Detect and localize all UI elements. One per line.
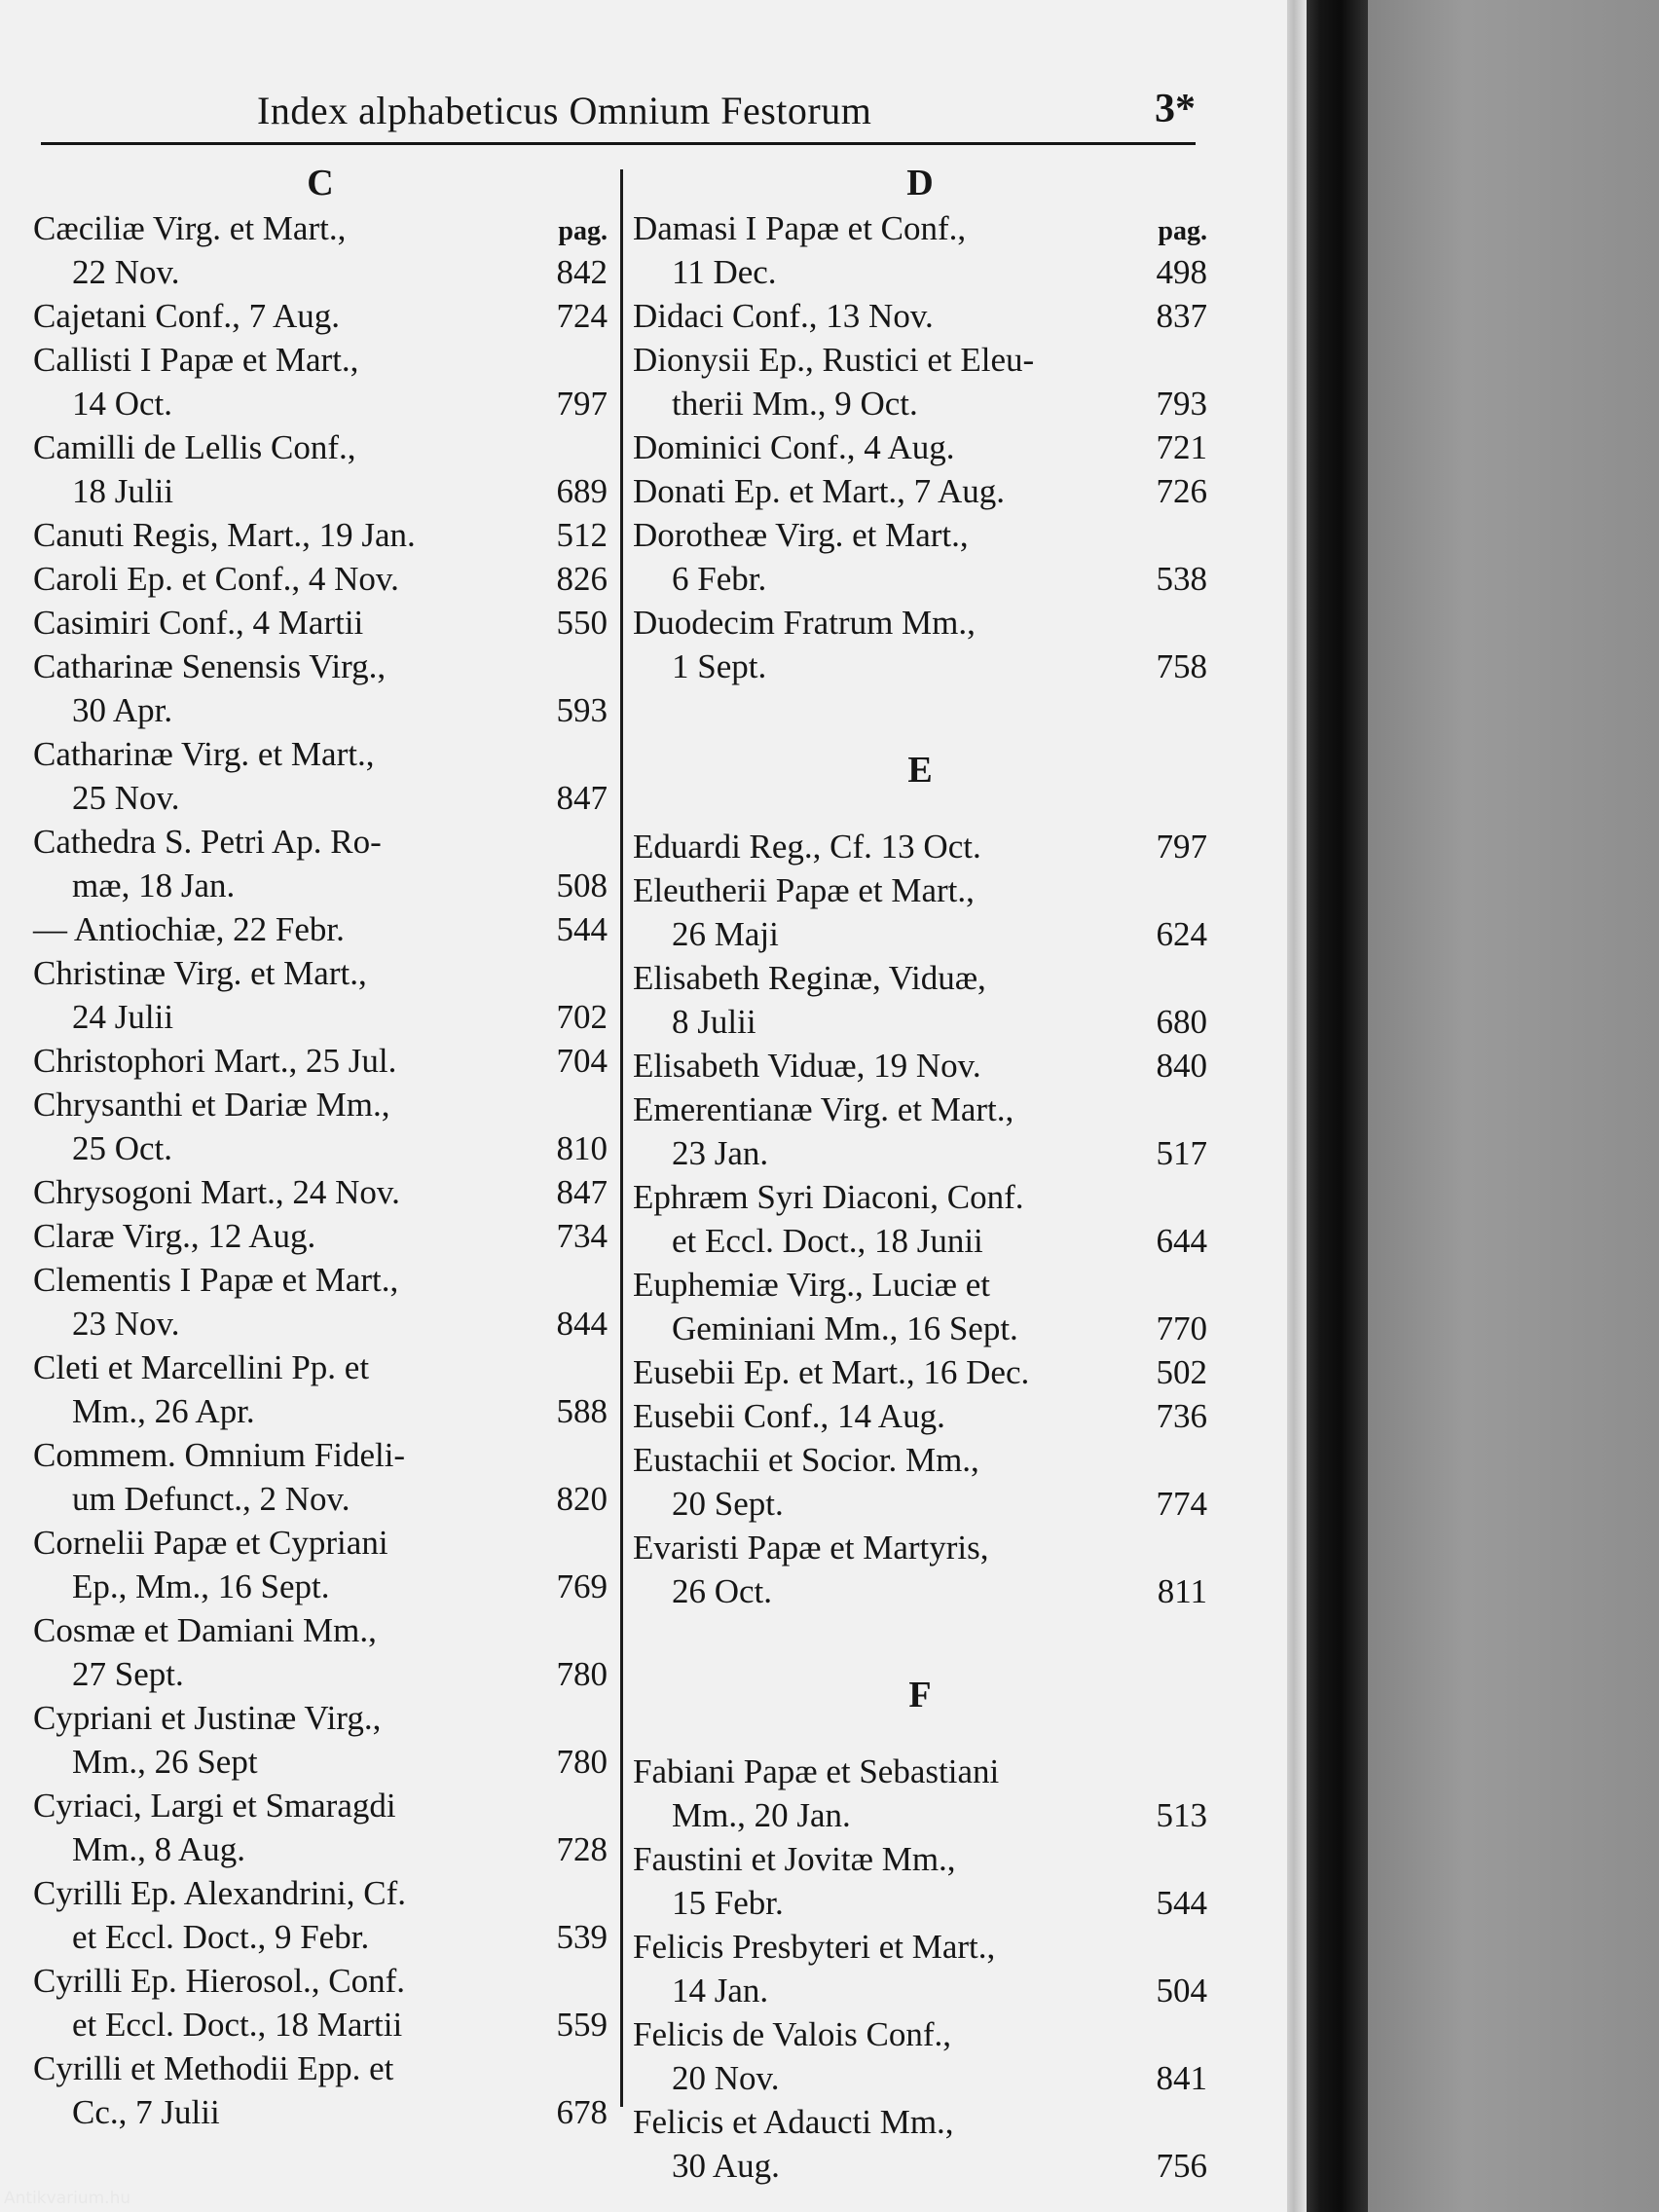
entry-text: Cyriaci, Largi et Smaragdi bbox=[33, 1787, 396, 1825]
entry-line bbox=[633, 1307, 1207, 1350]
entry-line bbox=[33, 250, 608, 294]
entry-line bbox=[33, 907, 608, 951]
entry-line bbox=[633, 1969, 1207, 2012]
entry-text: Ephræm Syri Diaconi, Conf. bbox=[633, 1178, 1024, 1216]
entry-line bbox=[633, 1750, 1207, 1793]
entry-text: Canuti Regis, Mart., 19 Jan. bbox=[33, 516, 416, 554]
entry-page-number: 837 bbox=[1156, 297, 1207, 335]
entry-text: Christinæ Virg. et Mart., bbox=[33, 954, 367, 992]
entry-text: Dominici Conf., 4 Aug. bbox=[633, 428, 955, 466]
index-entry bbox=[33, 645, 608, 732]
entry-line bbox=[633, 2100, 1207, 2144]
entry-line bbox=[633, 2012, 1207, 2056]
entry-text: Faustini et Jovitæ Mm., bbox=[633, 1840, 956, 1878]
entry-page-number: 689 bbox=[556, 472, 608, 510]
entry-page-number: 736 bbox=[1156, 1397, 1207, 1435]
entry-line bbox=[633, 2144, 1207, 2188]
entry-text: 15 Febr. bbox=[672, 1884, 784, 1922]
entry-page-number: 538 bbox=[1156, 560, 1207, 598]
table-surface bbox=[1334, 0, 1659, 2212]
entry-line bbox=[633, 469, 1207, 513]
entry-text: 22 Nov. bbox=[72, 253, 180, 291]
entry-line bbox=[633, 1131, 1207, 1175]
entry-line bbox=[33, 732, 608, 776]
entry-line bbox=[633, 868, 1207, 912]
entry-line bbox=[33, 1477, 608, 1521]
entry-page-number: 756 bbox=[1156, 2147, 1207, 2185]
entry-page-number: 539 bbox=[556, 1918, 608, 1956]
index-entry bbox=[633, 1925, 1207, 2012]
entry-line bbox=[633, 206, 1207, 250]
page-title: Index alphabeticus Omnium Festorum bbox=[257, 89, 872, 132]
entry-line bbox=[633, 425, 1207, 469]
entry-line bbox=[633, 1088, 1207, 1131]
entry-line bbox=[33, 645, 608, 688]
entry-line bbox=[33, 1565, 608, 1608]
index-entry bbox=[33, 338, 608, 425]
entry-text: Callisti I Papæ et Mart., bbox=[33, 341, 359, 379]
entry-page-number: 847 bbox=[556, 1173, 608, 1211]
entry-line bbox=[33, 1871, 608, 1915]
section-spacer bbox=[633, 1613, 1207, 1672]
entry-line bbox=[633, 1175, 1207, 1219]
entry-text: Eleutherii Papæ et Mart., bbox=[633, 871, 975, 909]
index-entry bbox=[33, 1433, 608, 1521]
entry-page-number: 769 bbox=[556, 1567, 608, 1605]
entry-text: Caroli Ep. et Conf., 4 Nov. bbox=[33, 560, 399, 598]
index-entry bbox=[33, 2046, 608, 2134]
entry-page-number: 842 bbox=[556, 253, 608, 291]
right-column bbox=[633, 160, 1207, 2188]
entry-page-number: 811 bbox=[1157, 1572, 1207, 1610]
entry-text: Dionysii Ep., Rustici et Eleu- bbox=[633, 341, 1035, 379]
entry-text: Emerentianæ Virg. et Mart., bbox=[633, 1090, 1014, 1128]
section-letter: E bbox=[907, 750, 933, 791]
entry-line bbox=[33, 1784, 608, 1827]
entry-text: 25 Oct. bbox=[72, 1129, 173, 1167]
entry-page-number: 820 bbox=[556, 1480, 608, 1518]
entry-text: 23 Nov. bbox=[72, 1305, 180, 1343]
entry-page-number: 844 bbox=[556, 1305, 608, 1343]
entry-page-number: 724 bbox=[556, 297, 608, 335]
entry-text: 1 Sept. bbox=[672, 647, 767, 685]
entry-page-number: 644 bbox=[1156, 1222, 1207, 1260]
entry-text: 24 Julii bbox=[72, 998, 174, 1036]
entry-text: Felicis de Valois Conf., bbox=[633, 2015, 951, 2053]
index-entry bbox=[33, 206, 608, 294]
entry-page-number: 508 bbox=[556, 866, 608, 904]
entry-page-number: 513 bbox=[1156, 1796, 1207, 1834]
left-column bbox=[33, 160, 608, 2134]
entry-line bbox=[33, 688, 608, 732]
entry-line bbox=[33, 206, 608, 250]
entry-page-number: 680 bbox=[1156, 1003, 1207, 1041]
entry-line bbox=[33, 995, 608, 1039]
entry-text: 26 Maji bbox=[672, 915, 779, 953]
entry-page-number: 498 bbox=[1156, 253, 1207, 291]
index-entry bbox=[33, 1696, 608, 1784]
entry-text: 14 Jan. bbox=[672, 1972, 769, 2009]
entry-text: Donati Ep. et Mart., 7 Aug. bbox=[633, 472, 1006, 510]
entry-page-number: 810 bbox=[556, 1129, 608, 1167]
watermark: Antikvarium.hu bbox=[4, 2189, 131, 2208]
entry-text: 14 Oct. bbox=[72, 385, 173, 423]
entry-line bbox=[33, 1083, 608, 1126]
entry-page-number: 847 bbox=[556, 779, 608, 817]
entry-page-number: 702 bbox=[556, 998, 608, 1036]
entry-line bbox=[33, 1258, 608, 1302]
index-entry bbox=[33, 1521, 608, 1608]
entry-page-number: 841 bbox=[1156, 2059, 1207, 2097]
index-entry bbox=[633, 1044, 1207, 1088]
index-entry bbox=[633, 294, 1207, 338]
entry-page-number: 544 bbox=[1156, 1884, 1207, 1922]
entry-page-number: 678 bbox=[556, 2093, 608, 2131]
entry-text: Evaristi Papæ et Martyris, bbox=[633, 1529, 989, 1567]
entry-line bbox=[33, 1740, 608, 1784]
entry-text: 25 Nov. bbox=[72, 779, 180, 817]
entry-line bbox=[33, 425, 608, 469]
entry-line bbox=[633, 645, 1207, 688]
entry-text: Mm., 26 Apr. bbox=[72, 1392, 255, 1430]
entry-text: Clementis I Papæ et Mart., bbox=[33, 1261, 399, 1299]
index-entry bbox=[633, 1088, 1207, 1175]
index-entry bbox=[33, 1608, 608, 1696]
entry-line bbox=[633, 1263, 1207, 1307]
entry-page-number: 770 bbox=[1156, 1309, 1207, 1347]
entry-text: Eusebii Conf., 14 Aug. bbox=[633, 1397, 945, 1435]
entry-text: Camilli de Lellis Conf., bbox=[33, 428, 356, 466]
entry-line bbox=[33, 294, 608, 338]
entry-line bbox=[33, 382, 608, 425]
entry-line bbox=[33, 2090, 608, 2134]
entry-text: Cæciliæ Virg. et Mart., bbox=[33, 209, 347, 247]
index-entry bbox=[633, 425, 1207, 469]
entry-line bbox=[633, 1837, 1207, 1881]
entry-page-number: 624 bbox=[1156, 915, 1207, 953]
entry-line bbox=[633, 294, 1207, 338]
entry-line bbox=[633, 2056, 1207, 2100]
index-entry bbox=[633, 1175, 1207, 1263]
entry-text: um Defunct., 2 Nov. bbox=[72, 1480, 350, 1518]
index-entry bbox=[633, 1394, 1207, 1438]
entry-text: Cc., 7 Julii bbox=[72, 2093, 220, 2131]
index-entry bbox=[633, 469, 1207, 513]
entry-line bbox=[633, 1793, 1207, 1837]
entry-line bbox=[33, 776, 608, 820]
entry-page-number: 721 bbox=[1156, 428, 1207, 466]
index-entry bbox=[633, 956, 1207, 1044]
entry-text: 11 Dec. bbox=[672, 253, 777, 291]
index-entry bbox=[33, 907, 608, 951]
index-entry bbox=[33, 557, 608, 601]
entry-text: Elisabeth Viduæ, 19 Nov. bbox=[633, 1047, 981, 1085]
entry-line bbox=[33, 820, 608, 864]
entry-line bbox=[633, 1526, 1207, 1569]
page-column-label: pag. bbox=[1158, 216, 1207, 246]
entry-text: et Eccl. Doct., 9 Febr. bbox=[72, 1918, 370, 1956]
entry-text: 30 Aug. bbox=[672, 2147, 780, 2185]
index-entry bbox=[33, 294, 608, 338]
entry-text: Felicis Presbyteri et Mart., bbox=[633, 1928, 996, 1966]
entry-text: Eduardi Reg., Cf. 13 Oct. bbox=[633, 828, 981, 866]
entry-page-number: 774 bbox=[1156, 1485, 1207, 1523]
entry-text: 20 Sept. bbox=[672, 1485, 784, 1523]
entry-line bbox=[33, 2003, 608, 2046]
entry-line bbox=[33, 1608, 608, 1652]
entry-text: Geminiani Mm., 16 Sept. bbox=[672, 1309, 1018, 1347]
index-entry bbox=[633, 868, 1207, 956]
index-entry bbox=[633, 1526, 1207, 1613]
entry-line bbox=[33, 469, 608, 513]
index-entry bbox=[33, 732, 608, 820]
index-entry bbox=[633, 825, 1207, 868]
entry-line bbox=[633, 956, 1207, 1000]
entry-text: mæ, 18 Jan. bbox=[72, 866, 236, 904]
running-header bbox=[41, 80, 1196, 145]
entry-text: Eusebii Ep. et Mart., 16 Dec. bbox=[633, 1353, 1030, 1391]
entry-line bbox=[33, 1696, 608, 1740]
index-entry bbox=[33, 601, 608, 645]
entry-text: Damasi I Papæ et Conf., bbox=[633, 209, 967, 247]
entry-line bbox=[33, 951, 608, 995]
book-spine bbox=[1300, 0, 1368, 2212]
index-entry bbox=[633, 513, 1207, 601]
entry-page-number: 588 bbox=[556, 1392, 608, 1430]
entry-text: Eustachii et Socior. Mm., bbox=[633, 1441, 979, 1479]
entry-page-number: 797 bbox=[1156, 828, 1207, 866]
entry-line bbox=[633, 912, 1207, 956]
entry-text: 6 Febr. bbox=[672, 560, 767, 598]
index-entry bbox=[33, 1170, 608, 1214]
entry-text: Fabiani Papæ et Sebastiani bbox=[633, 1752, 1000, 1790]
entry-line bbox=[633, 1438, 1207, 1482]
entry-text: Claræ Virg., 12 Aug. bbox=[33, 1217, 316, 1255]
entry-text: Cornelii Papæ et Cypriani bbox=[33, 1524, 388, 1562]
entry-line bbox=[633, 1569, 1207, 1613]
entry-line bbox=[33, 513, 608, 557]
entry-text: 27 Sept. bbox=[72, 1655, 184, 1693]
page-number: 3* bbox=[1155, 87, 1196, 131]
entry-text: Euphemiæ Virg., Luciæ et bbox=[633, 1266, 990, 1304]
index-entry bbox=[33, 820, 608, 907]
entry-page-number: 797 bbox=[556, 385, 608, 423]
column-divider bbox=[620, 169, 623, 2107]
entry-text: Felicis et Adaucti Mm., bbox=[633, 2103, 954, 2141]
entry-line bbox=[33, 1959, 608, 2003]
entry-text: Christophori Mart., 25 Jul. bbox=[33, 1042, 397, 1080]
entry-line bbox=[633, 1482, 1207, 1526]
index-entry bbox=[33, 1871, 608, 1959]
entry-line bbox=[33, 601, 608, 645]
index-entry bbox=[33, 1258, 608, 1346]
entry-line bbox=[633, 1350, 1207, 1394]
index-entry bbox=[33, 1083, 608, 1170]
entry-page-number: 780 bbox=[556, 1743, 608, 1781]
entry-page-number: 593 bbox=[556, 691, 608, 729]
section-spacer bbox=[633, 1718, 1207, 1750]
entry-page-number: 734 bbox=[556, 1217, 608, 1255]
index-entry bbox=[633, 1350, 1207, 1394]
entry-line bbox=[633, 1881, 1207, 1925]
entry-line bbox=[33, 2046, 608, 2090]
entry-text: Chrysanthi et Dariæ Mm., bbox=[33, 1086, 390, 1124]
entry-text: Cyrilli Ep. Hierosol., Conf. bbox=[33, 1962, 406, 2000]
entry-page-number: 512 bbox=[556, 516, 608, 554]
entry-page-number: 758 bbox=[1156, 647, 1207, 685]
entry-line bbox=[633, 1219, 1207, 1263]
section-letter: D bbox=[906, 163, 934, 203]
entry-page-number: 780 bbox=[556, 1655, 608, 1693]
entry-text: Catharinæ Virg. et Mart., bbox=[33, 735, 375, 773]
entry-text: Cyrilli Ep. Alexandrini, Cf. bbox=[33, 1874, 407, 1912]
entry-page-number: 544 bbox=[556, 910, 608, 948]
index-entry bbox=[33, 1959, 608, 2046]
entry-text: 26 Oct. bbox=[672, 1572, 773, 1610]
entry-text: Ep., Mm., 16 Sept. bbox=[72, 1567, 330, 1605]
entry-line bbox=[33, 1521, 608, 1565]
entry-text: Casimiri Conf., 4 Martii bbox=[33, 604, 364, 642]
entry-text: et Eccl. Doct., 18 Martii bbox=[72, 2006, 403, 2044]
entry-page-number: 728 bbox=[556, 1830, 608, 1868]
entry-text: 18 Julii bbox=[72, 472, 174, 510]
entry-line bbox=[633, 825, 1207, 868]
index-entry bbox=[33, 513, 608, 557]
entry-line bbox=[33, 864, 608, 907]
section-spacer bbox=[633, 688, 1207, 747]
entry-line bbox=[633, 1925, 1207, 1969]
entry-text: 30 Apr. bbox=[72, 691, 173, 729]
entry-page-number: 517 bbox=[1156, 1134, 1207, 1172]
entry-page-number: 504 bbox=[1156, 1972, 1207, 2009]
entry-text: Mm., 8 Aug. bbox=[72, 1830, 245, 1868]
index-entry bbox=[633, 1263, 1207, 1350]
entry-line bbox=[633, 382, 1207, 425]
entry-line bbox=[633, 1044, 1207, 1088]
entry-text: Cleti et Marcellini Pp. et bbox=[33, 1348, 370, 1386]
entry-text: Didaci Conf., 13 Nov. bbox=[633, 297, 934, 335]
entry-page-number: 793 bbox=[1156, 385, 1207, 423]
entry-line bbox=[33, 1827, 608, 1871]
entry-line bbox=[633, 1000, 1207, 1044]
entry-text: Mm., 26 Sept bbox=[72, 1743, 258, 1781]
entry-text: 8 Julii bbox=[672, 1003, 756, 1041]
entry-line bbox=[633, 557, 1207, 601]
entry-page-number: 559 bbox=[556, 2006, 608, 2044]
entry-text: therii Mm., 9 Oct. bbox=[672, 385, 918, 423]
entry-text: Cosmæ et Damiani Mm., bbox=[33, 1611, 377, 1649]
entry-line bbox=[33, 1346, 608, 1389]
entry-text: Duodecim Fratrum Mm., bbox=[633, 604, 976, 642]
entry-text: Mm., 20 Jan. bbox=[672, 1796, 851, 1834]
entry-line bbox=[33, 1652, 608, 1696]
entry-text: Catharinæ Senensis Virg., bbox=[33, 647, 387, 685]
entry-line bbox=[33, 1433, 608, 1477]
entry-line bbox=[33, 338, 608, 382]
entry-text: Chrysogoni Mart., 24 Nov. bbox=[33, 1173, 400, 1211]
entry-line bbox=[633, 601, 1207, 645]
entry-line bbox=[633, 513, 1207, 557]
index-entry bbox=[633, 1438, 1207, 1526]
entry-line bbox=[633, 1394, 1207, 1438]
entry-page-number: 826 bbox=[556, 560, 608, 598]
entry-line bbox=[33, 1915, 608, 1959]
entry-line bbox=[33, 1389, 608, 1433]
index-entry bbox=[633, 206, 1207, 294]
index-entry bbox=[33, 1214, 608, 1258]
entry-text: Cajetani Conf., 7 Aug. bbox=[33, 297, 340, 335]
page-column-label: pag. bbox=[558, 216, 608, 246]
entry-line bbox=[33, 1214, 608, 1258]
entry-page-number: 726 bbox=[1156, 472, 1207, 510]
index-entry bbox=[33, 425, 608, 513]
index-entry bbox=[33, 951, 608, 1039]
index-entry bbox=[633, 2100, 1207, 2188]
entry-page-number: 502 bbox=[1156, 1353, 1207, 1391]
entry-text: Dorotheæ Virg. et Mart., bbox=[633, 516, 969, 554]
entry-page-number: 840 bbox=[1156, 1047, 1207, 1085]
index-entry bbox=[633, 601, 1207, 688]
entry-text: 23 Jan. bbox=[672, 1134, 769, 1172]
entry-text: — Antiochiæ, 22 Febr. bbox=[33, 910, 345, 948]
section-letter: C bbox=[307, 163, 334, 203]
entry-line bbox=[33, 1170, 608, 1214]
section-letter: F bbox=[908, 1675, 932, 1715]
entry-text: Commem. Omnium Fideli- bbox=[33, 1436, 406, 1474]
index-entry bbox=[33, 1784, 608, 1871]
index-entry bbox=[33, 1039, 608, 1083]
entry-line bbox=[633, 338, 1207, 382]
entry-page-number: 550 bbox=[556, 604, 608, 642]
entry-text: 20 Nov. bbox=[672, 2059, 780, 2097]
entry-page-number: 704 bbox=[556, 1042, 608, 1080]
entry-line bbox=[33, 557, 608, 601]
entry-line bbox=[33, 1126, 608, 1170]
entry-text: Elisabeth Reginæ, Viduæ, bbox=[633, 959, 986, 997]
index-entry bbox=[633, 1750, 1207, 1837]
index-entry bbox=[633, 338, 1207, 425]
entry-text: Cypriani et Justinæ Virg., bbox=[33, 1699, 382, 1737]
index-entry bbox=[33, 1346, 608, 1433]
index-entry bbox=[633, 1837, 1207, 1925]
entry-text: Cathedra S. Petri Ap. Ro- bbox=[33, 823, 382, 861]
index-entry bbox=[633, 2012, 1207, 2100]
entry-text: Cyrilli et Methodii Epp. et bbox=[33, 2049, 394, 2087]
entry-line bbox=[33, 1039, 608, 1083]
entry-line bbox=[33, 1302, 608, 1346]
entry-line bbox=[633, 250, 1207, 294]
entry-text: et Eccl. Doct., 18 Junii bbox=[672, 1222, 983, 1260]
section-spacer bbox=[633, 793, 1207, 825]
